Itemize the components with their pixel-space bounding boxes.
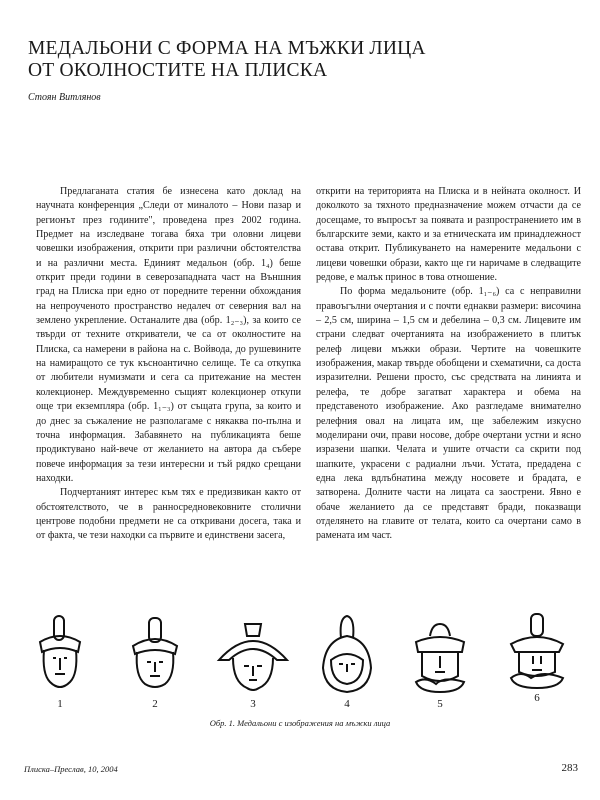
- left-column: [36, 185, 301, 544]
- paragraph: По форма медальоните (обр. 1₁₋₆) са с неправилни правоъгълни очертания и с почти еднакви размери: височина – 2,5 см, ширина – 1,5 см и дебелина – 0,3 см. Лицевите им страни следват очертанията на изображението в плитък релеф лицеви мъжки образи. Чертите на човешките изображения, макар твърде обобщени и схематични, са доста изразителни. Решени просто, със средствата на линията и релефа, те добре загатват характера и обема на представеното изображение. Ако разгледаме внимателно релефния овал на лицата им, ще забележим изкусно моделирани очи, прави носове, добре очертани устни и ясно изразени шапки. Челата и ушите отчасти са скрити под шапките, украсени с радиални лъчи. Устата, предадена с една лека вдлъбнатина между носовете и брадата, е затворена. Долните части на лицата са заострени. Явно е обаче желанието да се представят бради, показващи отделянето на главите от телата, които са очертани само в рамената им част.: [316, 286, 581, 542]
- medallion-figure-4: [307, 612, 387, 712]
- figure-number: 2: [152, 698, 158, 710]
- figure-number: 1: [57, 698, 63, 710]
- figure-number: 3: [250, 698, 256, 710]
- paragraph: открити на територията на Плиска и в нейната околност. И доколкото за тяхното предназначение можем отчасти да се досещаме, то въпросът за появата и разпространението им в българските земи, както и за етническата им принадлежност остава открит. Публикуването на намерените медальони с лицеви човешки образи, както ще ги наричаме в следващите редове, е малък принос в това отношение.: [316, 186, 581, 284]
- medallion-figure-2: [115, 612, 195, 712]
- medallion-face-icon: [400, 612, 480, 697]
- journal-footer: Плиска–Преслав, 10, 2004: [24, 764, 118, 774]
- figure-number: 6: [534, 692, 540, 704]
- right-column: [316, 185, 581, 544]
- article-title: [28, 38, 426, 82]
- page-number: 283: [561, 762, 578, 774]
- figure-number: 4: [344, 698, 350, 710]
- author-name: Стоян Витлянов: [28, 92, 101, 103]
- figure-caption: Обр. 1. Медальони с изображения на мъжки лица: [209, 718, 391, 728]
- title-line-1: МЕДАЛЬОНИ С ФОРМА НА МЪЖКИ ЛИЦА: [28, 38, 426, 59]
- medallion-figure-1: [20, 612, 100, 712]
- paragraph: Предлаганата статия бе изнесена като доклад на научната конференция „Следи от миналото – Нови пазар и регионът през годините", проведена през 2002 година. Предмет на изследване тогава бяха три оловни лицеви човешки изображения, открити при различни обстоятелства и на различни места. Единият медальон (обр. 1₄) беше открит преди години в северозападната част на Външния град на Плиска при едно от поредните теренни обхождания на непроученото пространство недалеч от северния вал на землено укрепление. Останалите два (обр. 1₂₋₃), за които се твърди от техните откриватели, че са от околностите на Плиска, са намерени в района на с. Войвода, до рушевините на намиращото се тук късноантично селище. Те са откупка от любители нумизмати и сега са притежание на местен колекционер. Междувременно същият колекционер откупи още три екземпляра (обр. 1₁₋₃) от същата група, за които и до днес за съжаление не разполагаме с някаква по-пълна и точна информация. Забавянето на публикацията беше продиктувано най-вече от желанието на автора да събере повече информация за тези интересни и тъй рядко срещани находки.: [36, 186, 301, 484]
- medallion-face-icon: [20, 612, 100, 697]
- medallion-figure-3: [213, 612, 293, 712]
- medallion-figure-6: [497, 612, 577, 712]
- paragraph: Подчертаният интерес към тях е предизвикан както от обстоятелството, че в ранносредновековните столични центрове подобни предмети не са откривани досега, така и от факта, че тези находки са първите и единствени засега,: [36, 487, 301, 542]
- medallion-face-icon: [213, 612, 293, 697]
- figure-medallions: [0, 612, 600, 712]
- medallion-face-icon: [497, 612, 577, 697]
- medallion-face-icon: [115, 612, 195, 697]
- title-line-2: ОТ ОКОЛНОСТИТЕ НА ПЛИСКА: [28, 60, 328, 81]
- figure-number: 5: [437, 698, 443, 710]
- medallion-face-icon: [307, 612, 387, 697]
- medallion-figure-5: [400, 612, 480, 712]
